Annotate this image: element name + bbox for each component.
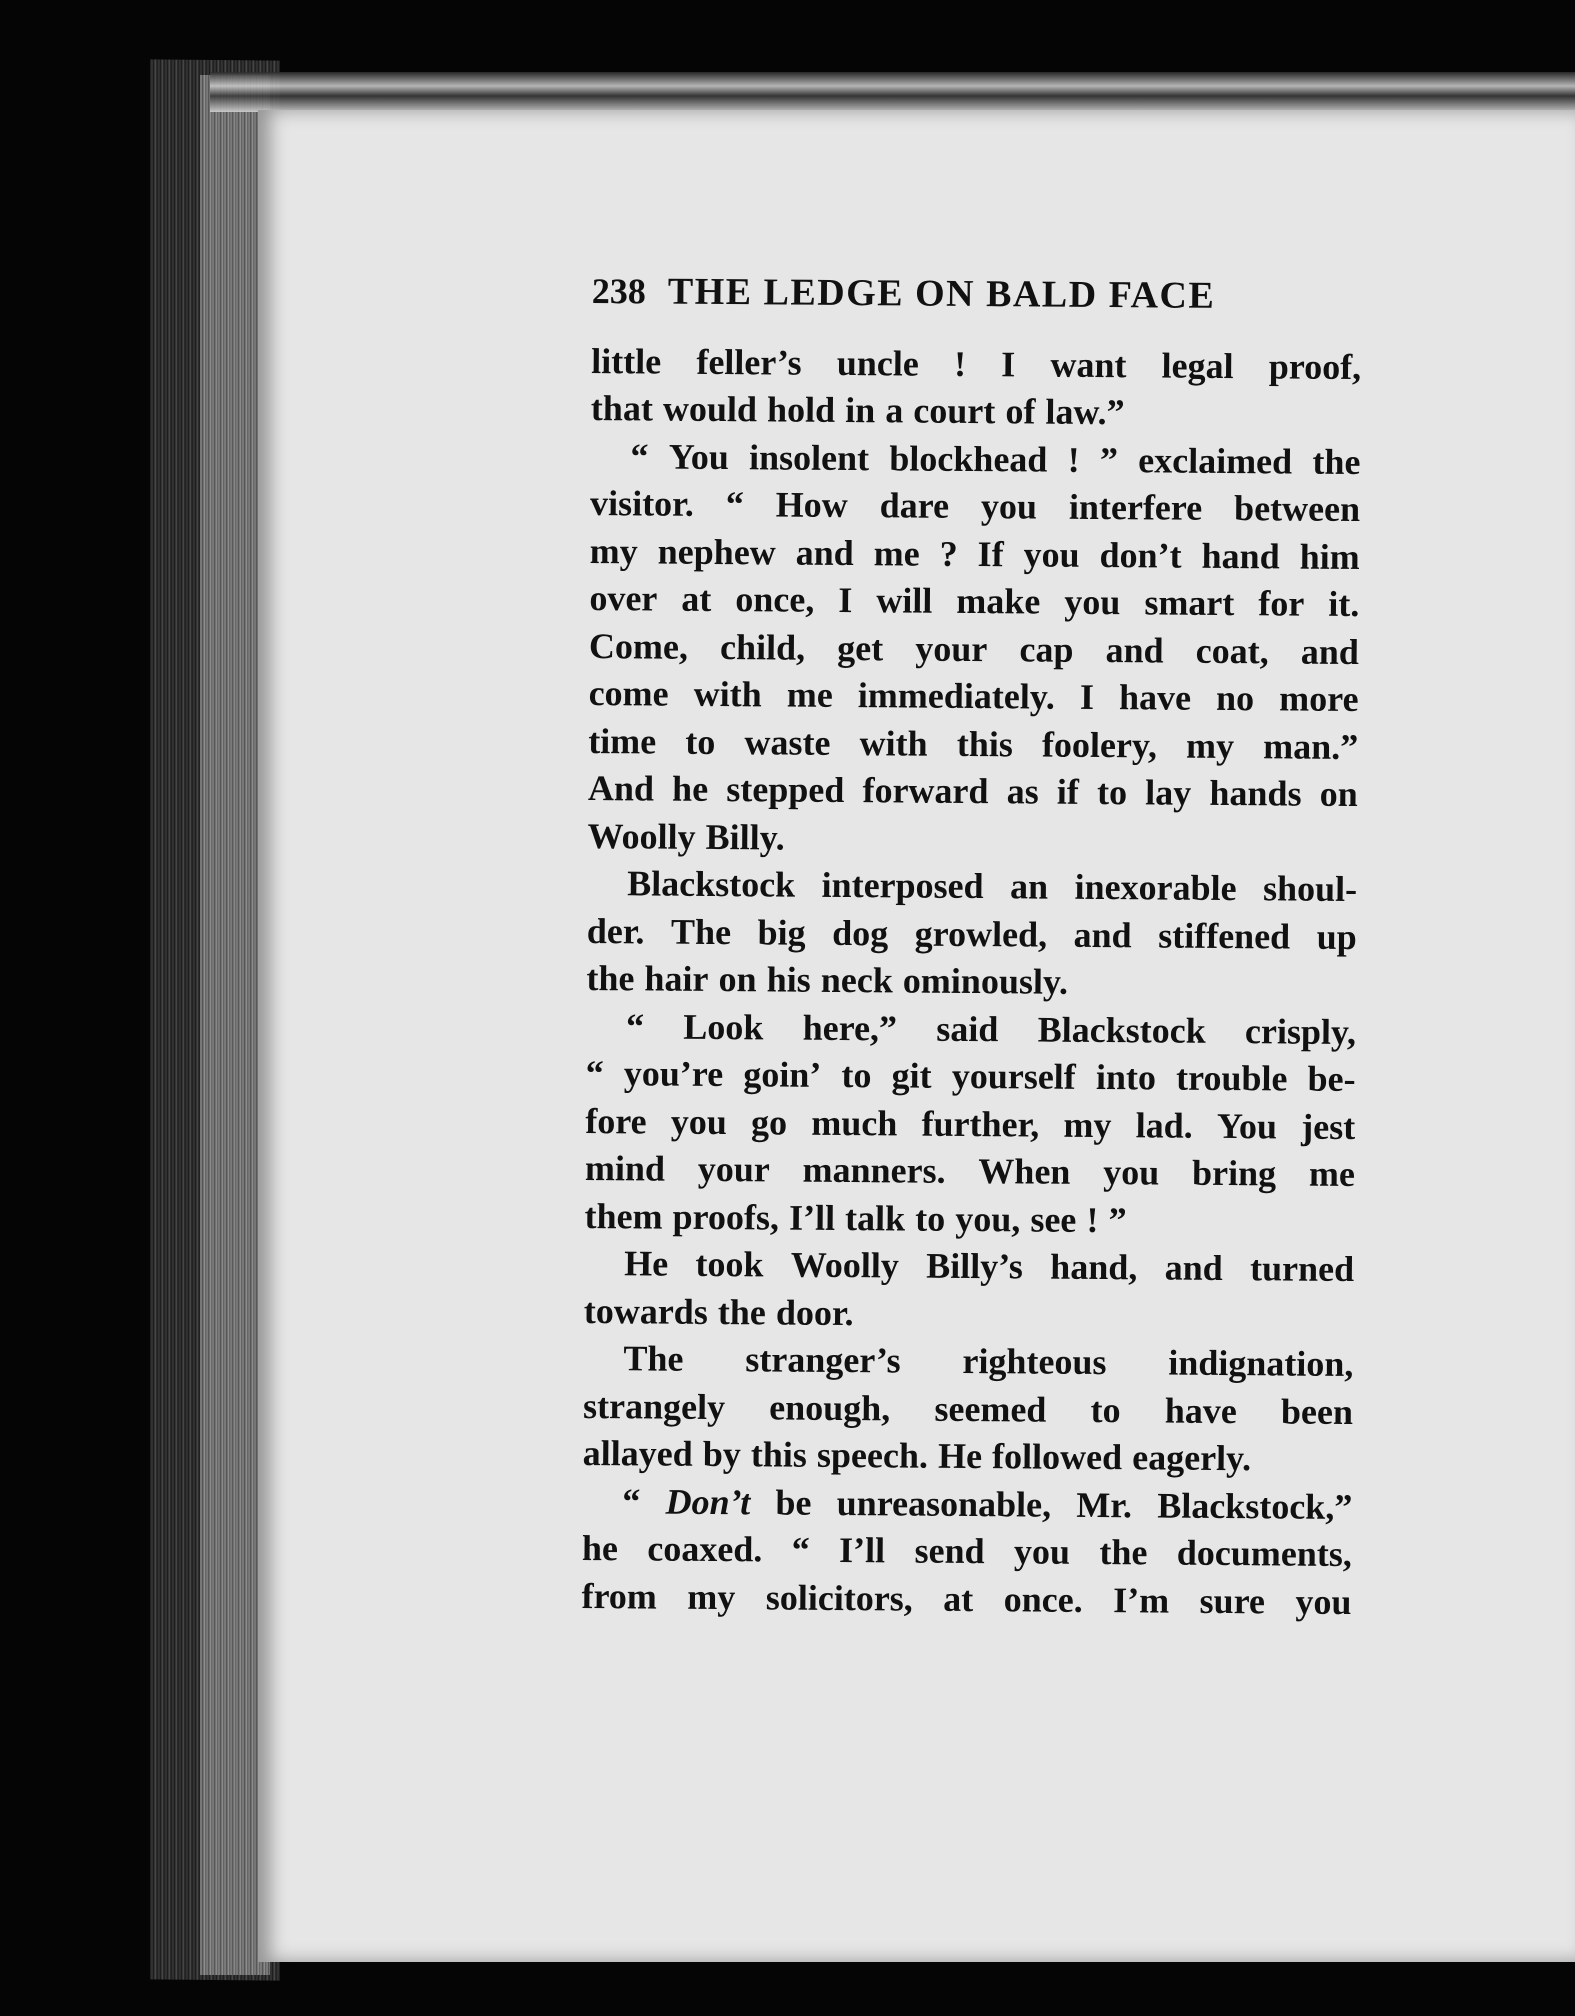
word: he bbox=[671, 768, 709, 809]
word: insolent bbox=[748, 436, 870, 478]
word: your bbox=[697, 1148, 770, 1190]
word: trouble bbox=[1175, 1057, 1288, 1099]
word: And bbox=[587, 767, 655, 809]
word: you bbox=[1295, 1581, 1352, 1622]
word: hands bbox=[1209, 772, 1302, 814]
word: that bbox=[590, 387, 654, 429]
word: neck bbox=[820, 959, 893, 1001]
word: and bbox=[1300, 631, 1360, 672]
page-number: 238 bbox=[591, 270, 646, 312]
word: forward bbox=[862, 770, 989, 812]
word: lad. bbox=[1135, 1104, 1193, 1146]
word: you bbox=[1023, 533, 1080, 575]
word: and bbox=[1164, 1247, 1223, 1288]
body-text bbox=[581, 337, 1361, 1626]
word: coaxed. bbox=[647, 1528, 763, 1570]
word: by bbox=[702, 1433, 741, 1475]
word: ! bbox=[1086, 1199, 1099, 1240]
word: with bbox=[859, 722, 928, 764]
word: towards bbox=[583, 1290, 708, 1332]
word: me bbox=[1308, 1153, 1356, 1195]
word: righteous bbox=[962, 1340, 1107, 1383]
word: Woolly bbox=[587, 815, 696, 857]
word: How bbox=[775, 484, 848, 526]
word: bring bbox=[1191, 1152, 1277, 1194]
word: followed bbox=[991, 1436, 1123, 1478]
word: be- bbox=[1307, 1058, 1356, 1100]
word: my bbox=[589, 530, 638, 571]
word: stiffened bbox=[1158, 914, 1291, 957]
word: talk bbox=[844, 1197, 906, 1238]
word: up bbox=[1316, 916, 1357, 957]
word: them bbox=[584, 1195, 663, 1237]
word: ! bbox=[953, 343, 967, 384]
word: to bbox=[1096, 771, 1128, 813]
word: Blackstock,” bbox=[1157, 1484, 1353, 1527]
word: ? bbox=[939, 533, 958, 574]
word: you bbox=[980, 486, 1038, 527]
word: allayed bbox=[582, 1432, 693, 1474]
word: this bbox=[750, 1434, 808, 1475]
text-line bbox=[583, 1335, 1353, 1389]
word: child, bbox=[719, 626, 806, 668]
word: “ bbox=[622, 1480, 641, 1521]
word: I’m bbox=[1113, 1579, 1170, 1621]
text-line bbox=[587, 860, 1357, 914]
word: time bbox=[588, 720, 657, 762]
word: my bbox=[687, 1576, 736, 1617]
word: you’re bbox=[623, 1053, 724, 1095]
word: solicitors, bbox=[765, 1576, 913, 1619]
word: you bbox=[670, 1101, 728, 1142]
word: my bbox=[1063, 1104, 1112, 1145]
word: as bbox=[1006, 771, 1039, 812]
word: mind bbox=[584, 1147, 666, 1189]
word: you bbox=[1064, 581, 1121, 623]
word: you bbox=[1103, 1152, 1160, 1193]
word: said bbox=[936, 1008, 999, 1049]
word: sure bbox=[1199, 1580, 1266, 1621]
word: for bbox=[1258, 583, 1305, 624]
text-line bbox=[588, 670, 1358, 724]
word: feller’s bbox=[696, 341, 802, 383]
page-text-block bbox=[581, 268, 1362, 1626]
word: make bbox=[956, 580, 1041, 622]
word: no bbox=[1215, 677, 1255, 719]
word: “ bbox=[625, 1005, 645, 1046]
word: at bbox=[943, 1578, 974, 1619]
word: and bbox=[1105, 629, 1164, 671]
word: growled, bbox=[914, 913, 1048, 955]
word: you, bbox=[955, 1198, 1021, 1239]
text-line bbox=[591, 337, 1361, 391]
word: you bbox=[1013, 1531, 1071, 1572]
word: I’ll bbox=[838, 1529, 886, 1571]
word: You bbox=[1216, 1105, 1278, 1146]
word: waste bbox=[744, 721, 831, 763]
text-line bbox=[585, 1050, 1355, 1104]
word: “ bbox=[585, 1052, 604, 1094]
word: If bbox=[977, 533, 1004, 574]
word: inexorable bbox=[1074, 866, 1237, 909]
word: smart bbox=[1144, 582, 1235, 624]
word: took bbox=[695, 1243, 764, 1285]
word: hand, bbox=[1050, 1246, 1138, 1288]
word: he bbox=[581, 1527, 619, 1569]
text-line bbox=[588, 765, 1358, 819]
word: to bbox=[841, 1054, 872, 1096]
text-line bbox=[590, 480, 1360, 534]
word: send bbox=[914, 1530, 985, 1572]
word: and bbox=[1073, 914, 1132, 955]
word: I bbox=[1001, 343, 1016, 384]
word: a bbox=[885, 390, 904, 431]
word: me bbox=[786, 674, 833, 715]
word: exclaimed bbox=[1138, 439, 1293, 482]
text-line bbox=[586, 1002, 1356, 1056]
word: and bbox=[795, 532, 854, 573]
word: manners. bbox=[802, 1149, 946, 1191]
word: of bbox=[1005, 391, 1036, 432]
word: in bbox=[845, 389, 876, 431]
word: The bbox=[623, 1338, 684, 1379]
word: Blackstock bbox=[1037, 1009, 1206, 1051]
word: want bbox=[1050, 344, 1127, 385]
word: The bbox=[670, 911, 732, 952]
word: my bbox=[1185, 725, 1235, 766]
word: between bbox=[1233, 488, 1361, 530]
word: stepped bbox=[726, 769, 845, 810]
text-line bbox=[587, 812, 1357, 866]
word: Mr. bbox=[1076, 1484, 1133, 1525]
word: nephew bbox=[657, 531, 776, 572]
word: go bbox=[750, 1101, 788, 1143]
running-head bbox=[592, 268, 1362, 322]
word: Billy’s bbox=[926, 1245, 1024, 1287]
word: into bbox=[1095, 1056, 1157, 1098]
word: don’t bbox=[1099, 534, 1182, 576]
word: an bbox=[1009, 866, 1049, 907]
word: der. bbox=[586, 910, 645, 951]
word: been bbox=[1280, 1390, 1354, 1432]
text-line bbox=[585, 1097, 1355, 1151]
word: door. bbox=[775, 1291, 854, 1333]
word: come bbox=[588, 672, 669, 714]
text-line bbox=[583, 1430, 1353, 1484]
word: yourself bbox=[951, 1055, 1076, 1097]
word: hair bbox=[644, 958, 709, 999]
word: dog bbox=[832, 912, 889, 953]
text-line bbox=[585, 1145, 1355, 1199]
word: your bbox=[915, 628, 988, 669]
word: coat, bbox=[1195, 630, 1269, 671]
word: foolery, bbox=[1041, 724, 1158, 765]
word: interposed bbox=[821, 864, 984, 907]
word: Look bbox=[683, 1006, 764, 1047]
text-line bbox=[591, 385, 1361, 439]
text-line bbox=[590, 527, 1360, 581]
word: it. bbox=[1328, 583, 1360, 625]
word: indignation, bbox=[1168, 1342, 1354, 1385]
word: Blackstock bbox=[627, 863, 796, 905]
word: unreasonable, bbox=[836, 1482, 1052, 1525]
word: dare bbox=[879, 485, 950, 526]
word: He bbox=[937, 1435, 983, 1477]
word: the bbox=[1312, 441, 1361, 482]
text-line bbox=[584, 1240, 1354, 1294]
word: have bbox=[1118, 677, 1192, 718]
word: over bbox=[589, 577, 658, 619]
word: lay bbox=[1145, 772, 1192, 813]
text-line bbox=[588, 717, 1358, 771]
word: court bbox=[913, 390, 996, 432]
word: speech. bbox=[816, 1434, 929, 1476]
word: me bbox=[873, 532, 920, 574]
word: to bbox=[915, 1198, 946, 1239]
word: seemed bbox=[934, 1388, 1047, 1430]
word: more bbox=[1279, 678, 1359, 720]
word: git bbox=[891, 1055, 932, 1096]
word: Woolly bbox=[790, 1244, 900, 1286]
text-line bbox=[584, 1287, 1354, 1341]
word: I bbox=[838, 579, 853, 621]
word: get bbox=[837, 627, 884, 668]
word: Billy. bbox=[705, 816, 785, 858]
word: to bbox=[685, 721, 716, 762]
word: jest bbox=[1301, 1106, 1356, 1147]
word: ” bbox=[1108, 1199, 1127, 1240]
word: to bbox=[1090, 1389, 1121, 1430]
word: “ bbox=[791, 1529, 810, 1570]
word: proofs, bbox=[672, 1196, 780, 1237]
word: from bbox=[581, 1575, 658, 1617]
word: uncle bbox=[836, 342, 920, 384]
word: interfere bbox=[1068, 486, 1203, 528]
text-line bbox=[583, 1382, 1353, 1436]
word: this bbox=[956, 723, 1013, 764]
word: would bbox=[662, 388, 758, 430]
word: if bbox=[1056, 771, 1080, 812]
word: I’ll bbox=[788, 1197, 836, 1238]
word: once. bbox=[1003, 1578, 1083, 1620]
text-line bbox=[584, 1192, 1354, 1246]
word: turned bbox=[1249, 1248, 1355, 1290]
word: stranger’s bbox=[745, 1339, 901, 1381]
word: cap bbox=[1019, 628, 1074, 670]
word: the bbox=[586, 957, 635, 999]
word: with bbox=[693, 673, 762, 715]
word: further, bbox=[921, 1103, 1040, 1145]
word: documents, bbox=[1176, 1532, 1353, 1575]
word: ! bbox=[1067, 439, 1080, 480]
text-line bbox=[582, 1525, 1352, 1579]
word: visitor. bbox=[589, 482, 694, 524]
text-line bbox=[589, 575, 1359, 629]
word: law.” bbox=[1045, 391, 1125, 433]
word: fore bbox=[585, 1100, 647, 1141]
word: hand bbox=[1201, 535, 1280, 576]
word: at bbox=[681, 578, 712, 619]
word: goin’ bbox=[743, 1054, 822, 1095]
text-line bbox=[586, 955, 1356, 1009]
word: enough, bbox=[769, 1386, 891, 1428]
word: Don’t bbox=[665, 1481, 751, 1522]
word: ominously. bbox=[902, 960, 1069, 1002]
word: will bbox=[876, 580, 933, 621]
word: I bbox=[1079, 676, 1095, 717]
word: on bbox=[1319, 773, 1358, 815]
word: be bbox=[775, 1481, 812, 1523]
running-title: THE LEDGE ON BALD FACE bbox=[667, 270, 1216, 317]
word: “ bbox=[725, 484, 744, 525]
word: little bbox=[591, 340, 662, 382]
word: shoul- bbox=[1262, 868, 1358, 910]
word: Come, bbox=[588, 625, 689, 667]
word: proof, bbox=[1268, 345, 1362, 387]
text-line bbox=[589, 622, 1359, 676]
word: have bbox=[1164, 1390, 1237, 1431]
word: the bbox=[1099, 1532, 1148, 1573]
word: “ bbox=[630, 435, 649, 476]
word: much bbox=[811, 1102, 898, 1143]
text-line bbox=[582, 1477, 1352, 1531]
word: man.” bbox=[1263, 725, 1359, 767]
word: see bbox=[1030, 1198, 1077, 1240]
word: here,” bbox=[802, 1007, 898, 1048]
text-line bbox=[587, 907, 1357, 961]
text-line bbox=[590, 432, 1360, 486]
word: He bbox=[624, 1243, 669, 1284]
word: on bbox=[718, 959, 757, 1000]
word: his bbox=[766, 959, 811, 1000]
word: crisply, bbox=[1244, 1010, 1357, 1052]
word: When bbox=[978, 1151, 1071, 1192]
word: big bbox=[757, 911, 806, 953]
page-top-edge bbox=[210, 72, 1575, 112]
text-line bbox=[581, 1572, 1351, 1626]
word: blockhead bbox=[889, 437, 1048, 480]
word: eagerly. bbox=[1132, 1437, 1252, 1479]
word: strangely bbox=[582, 1385, 726, 1427]
word: the bbox=[717, 1291, 767, 1332]
word: immediately. bbox=[857, 675, 1055, 717]
word: You bbox=[668, 436, 729, 477]
word: him bbox=[1299, 536, 1360, 577]
word: ” bbox=[1099, 439, 1119, 480]
word: legal bbox=[1161, 344, 1234, 386]
word: hold bbox=[766, 389, 836, 430]
word: once, bbox=[735, 579, 815, 620]
